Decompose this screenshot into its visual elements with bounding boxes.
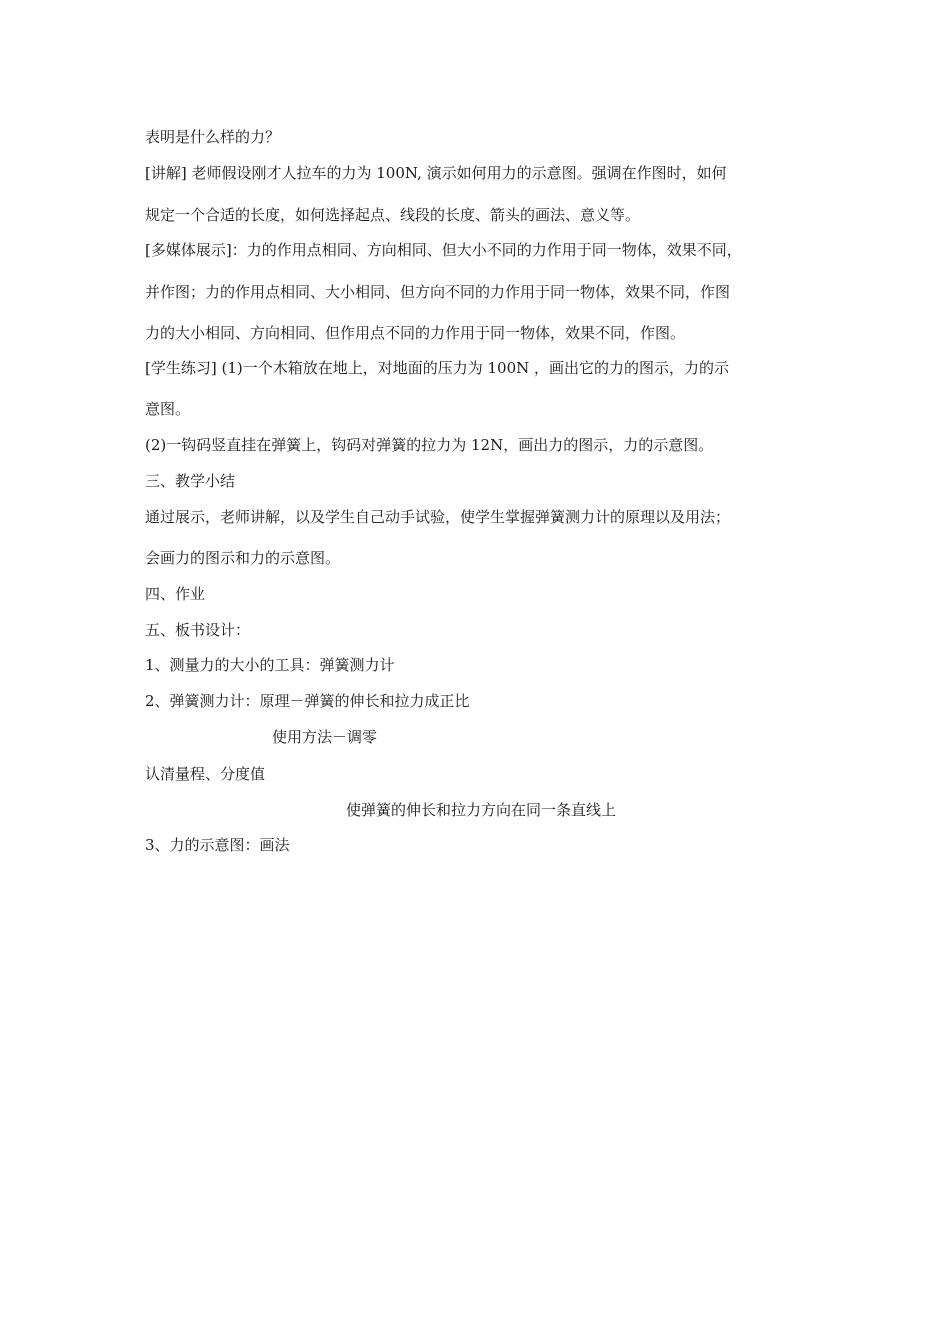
text-line: (2)一钩码竖直挂在弹簧上，钩码对弹簧的拉力为 12N，画出力的图示，力的示意图。 <box>145 436 714 454</box>
text-line: [学生练习] (1)一个木箱放在地上，对地面的压力为 100N ，画出它的力的图示，力的示 <box>145 359 730 377</box>
board-item: 2、弹簧测力计：原理－弹簧的伸长和拉力成正比 <box>145 692 470 710</box>
text-line: 意图。 <box>145 400 191 418</box>
board-item: 1、测量力的大小的工具：弹簧测力计 <box>145 656 395 674</box>
board-subitem: 认清量程、分度值 <box>145 765 266 783</box>
section-heading: 五、板书设计： <box>145 621 251 639</box>
section-heading: 四、作业 <box>145 585 206 603</box>
text-line: [讲解] 老师假设刚才人拉车的力为 100N, 演示如何用力的示意图。强调在作图时，如何 <box>145 164 727 182</box>
text-line: 通过展示，老师讲解，以及学生自己动手试验，使学生掌握弹簧测力计的原理以及用法； <box>145 508 731 526</box>
board-subitem: 使弹簧的伸长和拉力方向在同一条直线上 <box>346 801 617 819</box>
text-line: 规定一个合适的长度，如何选择起点、线段的长度、箭头的画法、意义等。 <box>145 206 641 224</box>
board-item: 3、力的示意图：画法 <box>145 836 290 854</box>
text-line: [多媒体展示]：力的作用点相同、方向相同、但大小不同的力作用于同一物体，效果不同， <box>145 241 742 259</box>
section-heading: 三、教学小结 <box>145 472 236 490</box>
text-line: 会画力的图示和力的示意图。 <box>145 549 341 567</box>
text-line: 力的大小相同、方向相同、但作用点不同的力作用于同一物体，效果不同，作图。 <box>145 324 686 342</box>
text-line: 表明是什么样的力？ <box>145 128 281 146</box>
text-line: 并作图；力的作用点相同、大小相同、但方向不同的力作用于同一物体，效果不同，作图 <box>145 283 731 301</box>
board-subitem: 使用方法－调零 <box>272 728 378 746</box>
